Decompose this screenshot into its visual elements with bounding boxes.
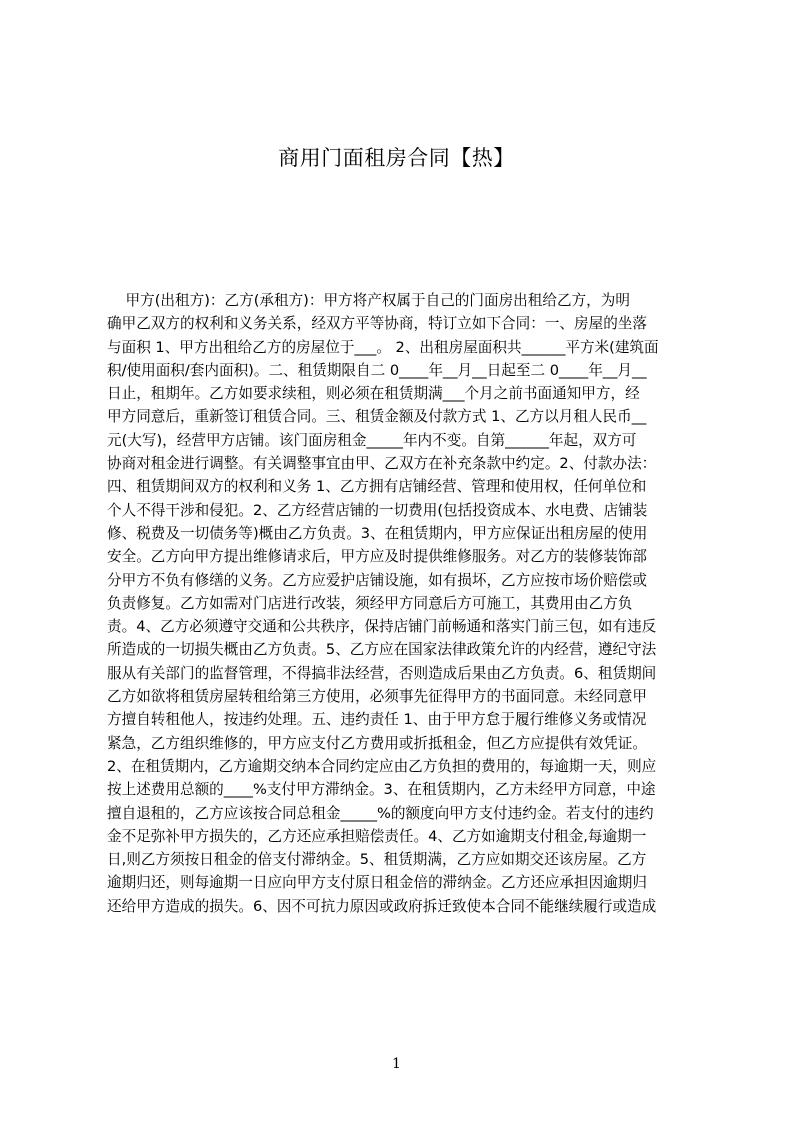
body-line: 个人不得干涉和侵犯。2、乙方经营店铺的一切费用(包括投资成本、水电费、店铺装 — [107, 501, 648, 519]
body-line: 逾期归还，则每逾期一日应向甲方支付原日租金倍的滞纳金。乙方还应承担因逾期归 — [107, 874, 647, 892]
body-line: 安全。乙方向甲方提出维修请求后，甲方应及时提供维修服务。对乙方的装修装饰部 — [107, 548, 647, 566]
page-title: 商用门面租房合同【热】 — [278, 146, 515, 170]
body-line: 按上述费用总额的____%支付甲方滞纳金。3、在租赁期内，乙方未经甲方同意，中途 — [107, 781, 656, 799]
body-line: 元(大写)，经营甲方店铺。该门面房租金_____年内不变。自第______年起，双方可 — [107, 431, 637, 449]
body-line: 确甲乙双方的权利和义务关系，经双方平等协商，特订立如下合同：一、房屋的坐落 — [107, 315, 647, 333]
body-line: 与面积 1、甲方出租给乙方的房屋位于___。 2、出租房屋面积共______平方米(建筑面 — [107, 338, 659, 356]
body-line: 2、在租赁期内，乙方逾期交纳本合同约定应由乙方负担的费用的，每逾期一天，则应 — [107, 757, 657, 775]
body-line: 负责修复。乙方如需对门店进行改装，须经甲方同意后方可施工，其费用由乙方负 — [107, 594, 633, 612]
body-line: 乙方如欲将租赁房屋转租给第三方使用，必须事先征得甲方的书面同意。未经同意甲 — [107, 688, 647, 706]
contract-body — [107, 289, 697, 918]
body-line: 四、租赁期间双方的权利和义务 1、乙方拥有店铺经营、管理和使用权，任何单位和 — [107, 478, 647, 496]
body-line: 方擅自转租他人，按违约处理。五、违约责任 1、由于甲方怠于履行维修义务或情况 — [107, 711, 647, 729]
body-line: 甲方(出租方)：乙方(承租方)：甲方将产权属于自己的门面房出租给乙方，为明 — [107, 292, 630, 309]
body-line: 日,则乙方须按日租金的倍支付滞纳金。5、租赁期满，乙方应如期交还该房屋。乙方 — [107, 851, 647, 869]
body-line: 甲方同意后，重新签订租赁合同。三、租赁金额及付款方式 1、乙方以月租人民币__ — [107, 408, 647, 426]
body-line: 还给甲方造成的损失。6、因不可抗力原因或政府拆迁致使本合同不能继续履行或造成 — [107, 897, 657, 915]
body-line: 擅自退租的，乙方应该按合同总租金_____%的额度向甲方支付违约金。若支付的违约 — [107, 804, 654, 822]
page-number: 1 — [392, 1056, 401, 1072]
body-line: 修、税费及一切债务等)概由乙方负责。3、在租赁期内，甲方应保证出租房屋的使用 — [107, 524, 648, 542]
body-line: 协商对租金进行调整。有关调整事宜由甲、乙双方在补充条款中约定。2、付款办法： — [107, 455, 657, 473]
body-line: 服从有关部门的监督管理，不得搞非法经营，否则造成后果由乙方负责。6、租赁期间 — [107, 664, 657, 682]
body-line: 分甲方不负有修缮的义务。乙方应爱护店铺设施，如有损坏，乙方应按市场价赔偿或 — [107, 571, 647, 589]
body-line: 金不足弥补甲方损失的，乙方还应承担赔偿责任。4、乙方如逾期支付租金,每逾期一 — [107, 827, 647, 845]
body-line: 日止，租期年。乙方如要求续租，则必须在租赁期满___个月之前书面通知甲方，经 — [107, 385, 640, 403]
body-line: 所造成的一切损失概由乙方负责。5、乙方应在国家法律政策允许的内经营，遵纪守法 — [107, 641, 657, 659]
body-line: 责。4、乙方必须遵守交通和公共秩序，保持店铺门前畅通和落实门前三包，如有违反 — [107, 618, 657, 636]
body-line: 积/使用面积/套内面积)。二、租赁期限自二 0____年__月__日起至二 0____年__月__ — [107, 361, 647, 379]
body-line: 紧急，乙方组织维修的，甲方应支付乙方费用或折抵租金，但乙方应提供有效凭证。 — [107, 734, 647, 752]
